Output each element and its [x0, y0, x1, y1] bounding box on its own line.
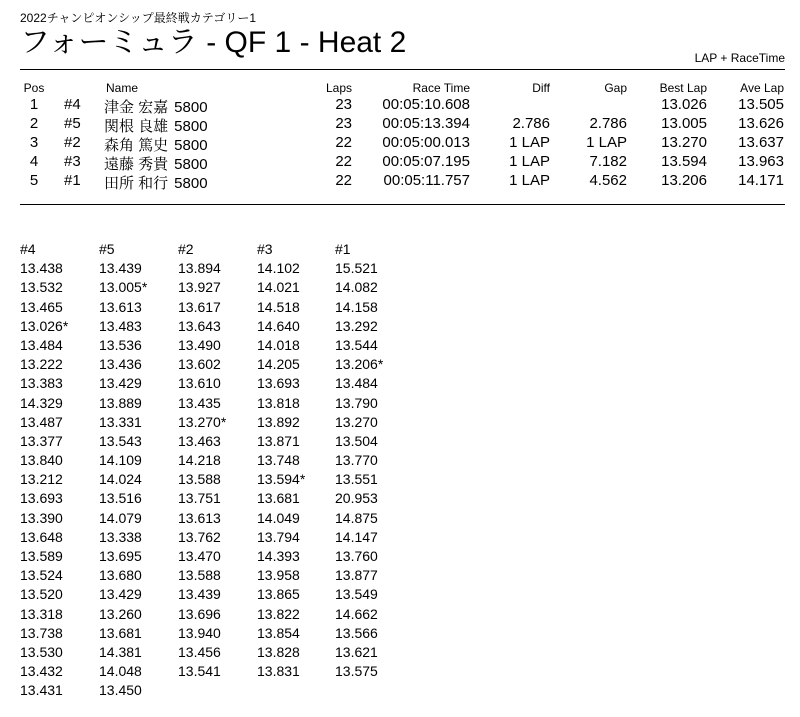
cell-diff: 1 LAP: [509, 134, 550, 151]
lap-time: 13.377: [20, 432, 63, 449]
lap-time: 13.429: [99, 586, 142, 603]
lap-time: 15.521: [335, 260, 378, 277]
cell-race-time: 00:05:11.757: [383, 172, 470, 189]
col-header-best-lap: Best Lap: [659, 81, 707, 95]
lap-time: 13.383: [20, 375, 63, 392]
cell-laps: 22: [335, 172, 352, 189]
lap-time: 14.079: [99, 509, 142, 526]
cell-pos: 5: [29, 172, 39, 189]
col-header-name: Name: [106, 81, 139, 95]
lap-time: 13.751: [178, 490, 221, 507]
lap-time: 13.543: [99, 432, 142, 449]
lap-time: 13.681: [99, 624, 142, 641]
lap-time: 13.465: [20, 298, 63, 315]
table-row: [20, 153, 785, 172]
cell-driver-name: [104, 153, 208, 174]
lap-time: 13.270*: [178, 413, 227, 430]
lap-time: 13.602: [178, 356, 221, 373]
lap-time: 13.520: [20, 586, 63, 603]
lap-time: 13.490: [178, 336, 221, 353]
lap-time: 14.218: [178, 452, 221, 469]
lap-time: 13.431: [20, 682, 63, 699]
lap-time: 13.530: [20, 643, 63, 660]
cell-driver-name: [104, 115, 208, 136]
cell-laps: 22: [335, 153, 352, 170]
cell-car-number: #1: [64, 172, 81, 189]
lap-time: 13.483: [99, 317, 142, 334]
lap-time: 13.575: [335, 663, 378, 680]
cell-best-lap: 13.026: [661, 96, 707, 113]
lap-time: 13.613: [178, 509, 221, 526]
lap-time: 13.621: [335, 643, 378, 660]
lap-time: 13.435: [178, 394, 221, 411]
lap-time: 13.696: [178, 605, 221, 622]
cell-race-time: 00:05:10.608: [382, 96, 470, 113]
cell-laps: 23: [335, 115, 352, 132]
lap-time: 13.439: [99, 260, 142, 277]
driver-class: 5800: [174, 175, 208, 192]
results-divider: [20, 204, 785, 205]
header-divider: [20, 69, 785, 70]
col-header-diff: Diff: [532, 81, 550, 95]
lap-time: 13.594*: [257, 471, 306, 488]
lap-time: 13.865: [257, 586, 300, 603]
cell-laps: 22: [335, 134, 352, 151]
cell-laps: 23: [335, 96, 352, 113]
lap-time: 13.524: [20, 567, 63, 584]
cell-best-lap: 13.594: [661, 153, 707, 170]
lap-time: 13.331: [99, 413, 142, 430]
lap-time: 13.892: [257, 413, 300, 430]
lap-time: 13.463: [178, 432, 221, 449]
lap-time: 13.840: [20, 452, 63, 469]
cell-best-lap: 13.270: [661, 134, 707, 151]
lap-time: 13.770: [335, 452, 378, 469]
cell-race-time: 00:05:00.013: [382, 134, 470, 151]
lap-column: [178, 240, 256, 681]
cell-car-number: #2: [64, 134, 81, 151]
cell-ave-lap: 13.963: [738, 153, 784, 170]
lap-time: 14.018: [257, 336, 300, 353]
results-table: [20, 81, 785, 191]
lap-time: 13.390: [20, 509, 63, 526]
lap-time: 13.762: [178, 528, 221, 545]
lap-time: 13.484: [20, 336, 63, 353]
lap-time: 13.760: [335, 548, 378, 564]
cell-driver-name: [104, 172, 208, 193]
lap-column: [99, 240, 177, 701]
lap-time: 14.393: [257, 548, 300, 564]
cell-ave-lap: 14.171: [738, 172, 784, 189]
cell-ave-lap: 13.505: [738, 96, 784, 113]
lap-column-driver: #3: [257, 241, 273, 257]
lap-time: 13.589: [20, 548, 63, 564]
event-subtitle: 2022チャンピオンシップ最終戦カテゴリー1: [20, 11, 256, 25]
driver-class: 5800: [174, 137, 208, 154]
lap-time: 13.504: [335, 432, 378, 449]
lap-time: 14.158: [335, 298, 378, 315]
table-row: [20, 172, 785, 191]
lap-time: 13.681: [257, 490, 300, 507]
lap-time: 13.818: [257, 394, 300, 411]
cell-race-time: 00:05:13.394: [382, 115, 470, 132]
driver-name: 森角 篤史: [104, 137, 169, 154]
lap-time: 14.082: [335, 279, 378, 296]
lap-time: 13.588: [178, 567, 221, 584]
col-header-ave-lap: Ave Lap: [740, 81, 784, 95]
driver-name: 田所 和行: [104, 175, 169, 192]
lap-time: 13.436: [99, 356, 142, 373]
lap-time: 13.738: [20, 624, 63, 641]
lap-time: 13.429: [99, 375, 142, 392]
table-row: [20, 115, 785, 134]
lap-time: 13.487: [20, 413, 63, 430]
lap-column: [20, 240, 98, 701]
cell-gap: 4.562: [589, 172, 627, 189]
lap-column: [257, 240, 335, 681]
lap-time: 13.613: [99, 298, 142, 315]
lap-time: 13.456: [178, 643, 221, 660]
cell-car-number: #3: [64, 153, 81, 170]
cell-car-number: #4: [64, 96, 81, 113]
lap-time: 13.318: [20, 605, 63, 622]
lap-time: 13.693: [20, 490, 63, 507]
lap-time: 13.695: [99, 548, 142, 564]
lap-time: 13.536: [99, 336, 142, 353]
lap-time: 13.222: [20, 356, 63, 373]
cell-driver-name: [104, 134, 208, 155]
lap-time: 14.049: [257, 509, 300, 526]
driver-name: 関根 良雄: [104, 118, 169, 135]
lap-time: 13.432: [20, 663, 63, 680]
lap-time: 13.292: [335, 317, 378, 334]
cell-best-lap: 13.005: [661, 115, 707, 132]
lap-time: 14.640: [257, 317, 300, 334]
lap-time: 13.566: [335, 624, 378, 641]
col-header-pos: Pos: [23, 81, 45, 95]
lap-time: 13.828: [257, 643, 300, 660]
lap-time: 13.549: [335, 586, 378, 603]
lap-time: 13.894: [178, 260, 221, 277]
driver-class: 5800: [174, 99, 208, 116]
lap-time: 14.518: [257, 298, 300, 315]
cell-pos: 3: [29, 134, 39, 151]
lap-time: 13.794: [257, 528, 300, 545]
cell-driver-name: [104, 96, 208, 117]
cell-best-lap: 13.206: [661, 172, 707, 189]
lap-time: 13.450: [99, 682, 142, 699]
lap-time: 14.147: [335, 528, 378, 545]
driver-name: 遠藤 秀貴: [104, 156, 169, 173]
lap-time: 13.748: [257, 452, 300, 469]
page-title: フォーミュラ - QF 1 - Heat 2: [20, 26, 407, 59]
lap-time: 13.532: [20, 279, 63, 296]
driver-class: 5800: [174, 156, 208, 173]
lap-column-driver: #5: [99, 241, 115, 257]
cell-ave-lap: 13.637: [738, 134, 784, 151]
cell-diff: 1 LAP: [509, 153, 550, 170]
lap-time: 14.875: [335, 509, 378, 526]
lap-time: 13.270: [335, 413, 378, 430]
lap-time: 13.958: [257, 567, 300, 584]
lap-column: [335, 240, 413, 681]
lap-time: 13.026*: [20, 317, 69, 334]
lap-time: 13.338: [99, 528, 142, 545]
cell-pos: 4: [29, 153, 39, 170]
lap-time: 13.484: [335, 375, 378, 392]
cell-pos: 1: [29, 96, 39, 113]
lap-column-driver: #1: [335, 241, 351, 257]
col-header-race-time: Race Time: [412, 81, 470, 95]
table-row: [20, 96, 785, 115]
lap-time: 13.854: [257, 624, 300, 641]
lap-time: 13.648: [20, 528, 63, 545]
lap-column-driver: #2: [178, 241, 194, 257]
lap-time: 13.588: [178, 471, 221, 488]
results-header-row: [20, 81, 785, 96]
cell-gap: 1 LAP: [586, 134, 627, 151]
cell-gap: 2.786: [589, 115, 627, 132]
lap-time: 14.662: [335, 605, 378, 622]
lap-time: 13.005*: [99, 279, 148, 296]
cell-race-time: 00:05:07.195: [382, 153, 470, 170]
lap-time: 13.617: [178, 298, 221, 315]
lap-time: 13.693: [257, 375, 300, 392]
lap-time: 13.206*: [335, 356, 384, 373]
driver-name: 津金 宏嘉: [104, 99, 169, 116]
cell-gap: 7.182: [589, 153, 627, 170]
lap-time: 13.516: [99, 490, 142, 507]
lap-time: 14.109: [99, 452, 142, 469]
result-format-label: LAP + RaceTime: [694, 51, 785, 65]
lap-column-driver: #4: [20, 241, 36, 257]
lap-time: 13.790: [335, 394, 378, 411]
lap-time: 20.953: [335, 490, 378, 507]
cell-pos: 2: [29, 115, 39, 132]
cell-car-number: #5: [64, 115, 81, 132]
table-row: [20, 134, 785, 153]
lap-time: 14.329: [20, 394, 63, 411]
lap-time: 13.680: [99, 567, 142, 584]
lap-time: 14.205: [257, 356, 300, 373]
lap-time: 13.544: [335, 336, 378, 353]
lap-time: 13.831: [257, 663, 300, 680]
lap-time: 13.927: [178, 279, 221, 296]
lap-time: 14.021: [257, 279, 300, 296]
lap-time: 13.541: [178, 663, 221, 680]
lap-time: 13.438: [20, 260, 63, 277]
lap-time: 13.643: [178, 317, 221, 334]
col-header-laps: Laps: [325, 81, 352, 95]
lap-time: 14.381: [99, 643, 142, 660]
lap-time: 13.551: [335, 471, 378, 488]
lap-time: 13.212: [20, 471, 63, 488]
lap-time: 13.889: [99, 394, 142, 411]
lap-time: 13.822: [257, 605, 300, 622]
lap-time: 13.877: [335, 567, 378, 584]
lap-time: 13.439: [178, 586, 221, 603]
lap-time: 13.871: [257, 432, 300, 449]
lap-time: 14.102: [257, 260, 300, 277]
lap-time: 13.260: [99, 605, 142, 622]
driver-class: 5800: [174, 118, 208, 135]
lap-time: 13.940: [178, 624, 221, 641]
lap-time: 14.048: [99, 663, 142, 680]
cell-diff: 2.786: [512, 115, 550, 132]
cell-ave-lap: 13.626: [738, 115, 784, 132]
lap-time: 13.470: [178, 548, 221, 564]
col-header-gap: Gap: [604, 81, 627, 95]
lap-time: 14.024: [99, 471, 142, 488]
lap-time: 13.610: [178, 375, 221, 392]
cell-diff: 1 LAP: [509, 172, 550, 189]
